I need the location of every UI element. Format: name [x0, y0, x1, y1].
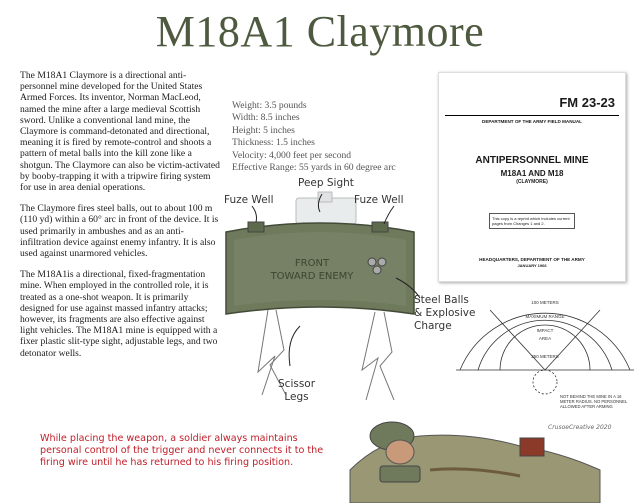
- fuze-well-left-label: Fuze Well: [224, 194, 274, 206]
- intro-paragraph: The M18A1 Claymore is a directional anti-personnel mine developed for the United States Armed Forces. Its inventor, Norman MacLeod, named the mine after a large medieval Scottish sword. Unlike a conventional land mine, the Claymore is command-detonated and directional, meaning it is fired by remote-control and shoots a pattern of metal balls into the kill zone like a shotgun. The Claymore can also be victim-activated by booby-trapping it with a tripwire firing system for use in area denial operations.: [20, 70, 220, 194]
- spec-range: Effective Range: 55 yards in 60 degree arc: [232, 162, 396, 174]
- diagram-max-range-label: MAXIMUM RANGE: [525, 314, 565, 319]
- fuze-well-right-label: Fuze Well: [354, 194, 404, 206]
- spec-width: Width: 8.5 inches: [232, 112, 300, 124]
- red-caption: While placing the weapon, a soldier always maintains personal control of the trigger and never connects it to the firing wire until he has returned to his firing position.: [40, 433, 324, 468]
- spec-velocity: Velocity: 4,000 feet per second: [232, 149, 352, 161]
- scissor-legs-label: Scissor Legs: [278, 378, 316, 403]
- soldier-drawing: [350, 422, 600, 503]
- manual-department: DEPARTMENT OF THE ARMY FIELD MANUAL: [445, 115, 619, 124]
- peep-sight-label: Peep Sight: [298, 177, 354, 189]
- spec-thickness: Thickness: 1.5 inches: [232, 137, 315, 149]
- manual-title: ANTIPERSONNEL MINE: [475, 155, 589, 166]
- diagram-impact-label: IMPACT: [536, 328, 554, 333]
- manual-subtitle: M18A1 AND M18: [500, 169, 564, 178]
- diagram-r100-label: 100 METERS: [531, 300, 559, 305]
- diagram-area-label: AREA: [538, 336, 552, 341]
- spec-weight: Weight: 3.5 pounds: [232, 100, 307, 111]
- page-title: M18A1 Claymore: [155, 7, 485, 56]
- mine-front-label: FRONT: [294, 258, 330, 269]
- intro-paragraph: The M18A1is a directional, fixed-fragmentation mine. When employed in the controlled role, it is treated as a one-shot weapon. It is primarily designed for use against massed infantry attacks; however, its fragments are also effective against light vehicles. The M18A1 mine is equipped with a fixer plastic slit-type sight, adjustable legs, and two detonator wells.: [20, 269, 218, 359]
- mine-toward-enemy-label: TOWARD ENEMY: [270, 271, 354, 282]
- manual-note: This copy is a reprint which includes current pages from Changes 1 and 2.: [489, 213, 575, 229]
- intro-paragraph: The Claymore fires steel balls, out to about 100 m (110 yd) within a 60° arc in front of the device. It is used primarily in ambushes and as an anti-infiltration device against enemy infantry. It is also used against unarmored vehicles.: [20, 203, 219, 260]
- peep-sight-drawing: [296, 192, 356, 224]
- manual-date: JANUARY 1966: [517, 263, 547, 268]
- diagram-note: NOT BEHIND THE MINE IN A 16 METER RADIUS. NO PERSONNEL ALLOWED AFTER ARMING: [560, 394, 628, 409]
- manual-subtitle-2: (CLAYMORE): [516, 179, 548, 185]
- diagram-r250-label: 250 METERS: [531, 354, 559, 359]
- claymore-mine-drawing: [226, 222, 414, 314]
- field-manual-cover: [438, 72, 626, 282]
- spec-height: Height: 5 inches: [232, 124, 295, 136]
- manual-number: FM 23-23: [559, 95, 615, 110]
- manual-hq: HEADQUARTERS, DEPARTMENT OF THE ARMY: [479, 257, 585, 262]
- credit-text: CrusoeCreative 2020: [548, 424, 612, 431]
- steel-balls-label: Steel Balls & Explosive Charge: [414, 294, 476, 332]
- danger-area-diagram: [456, 278, 634, 394]
